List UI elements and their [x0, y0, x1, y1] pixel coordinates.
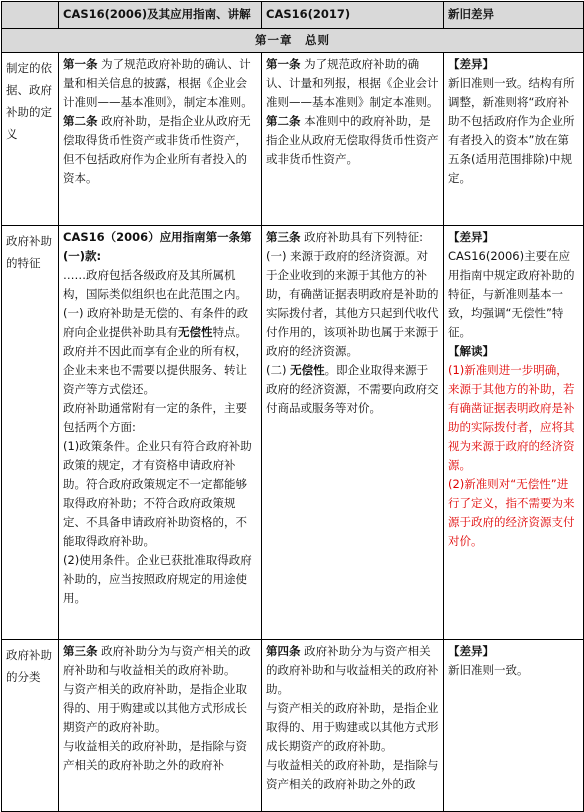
- header-row: [2, 2, 584, 29]
- header-diff: 新旧差异: [444, 2, 584, 29]
- paragraph: [266, 361, 439, 418]
- article-text: 为了规范政府补助的确认、计量和相关信息的披露，根据《企业会计准则——基本准则》，制定本准则。: [63, 57, 253, 109]
- diff-text: 新旧准则一致。: [448, 663, 529, 677]
- article-text: 本准则中的政府补助，是指企业从政府无偿取得货币性资产或非货币性资产。: [266, 114, 439, 166]
- table-row: [2, 226, 584, 640]
- old-standard-cell: [59, 640, 262, 812]
- diff-text: CAS16(2006)主要在应用指南中规定政府补助的特征，与新准则基本一致，均强调“无偿性”特征。: [448, 249, 575, 339]
- article-number: 第二条: [266, 114, 301, 128]
- guide-heading: CAS16（2006）应用指南第一条第(一)款:: [63, 230, 252, 263]
- comparison-table: [1, 1, 584, 812]
- diff-cell: [444, 640, 584, 812]
- chapter-row: [2, 29, 584, 53]
- paragraph: (1)政策条件。企业只有符合政府补助政策的规定，才有资格申请政府补助。符合政府政策规定不一定都能够取得政府补助；不符合政府政策规定、不具备申请政府补助资格的，不能取得政府补助。: [63, 439, 252, 548]
- article-text: 为了规范政府补助的确认、计量和列报，根据《企业会计准则——基本准则》制定本准则。: [266, 57, 439, 109]
- paragraph: ……政府包括各级政府及其所属机构，国际类似组织也在此范围之内。: [63, 268, 247, 301]
- paragraph: [266, 55, 439, 112]
- new-standard-cell: [262, 226, 444, 640]
- paragraph: [63, 642, 257, 680]
- table-row: [2, 640, 584, 812]
- row-label: 制定的依据、政府补助的定义: [2, 53, 59, 226]
- article-number: 第三条: [63, 644, 98, 658]
- paragraph: 与资产相关的政府补助，是指企业取得的、用于购建或以其他方式形成长期资产的政府补助。: [266, 701, 439, 753]
- diff-tag: 【差异】: [448, 57, 494, 71]
- paragraph-text: (一) 政府补助是无偿的、有条件的政府向企业提供补助具有: [63, 306, 249, 339]
- paragraph: 与收益相关的政府补助，是指除与资产相关的政府补助之外的政府补: [63, 739, 247, 772]
- diff-tag: 【差异】: [448, 644, 494, 658]
- article-text: 政府补助分为与资产相关的政府补助和与收益相关的政府补助。: [266, 644, 439, 696]
- row-label: 政府补助的分类: [2, 640, 59, 812]
- header-cell-empty: [2, 2, 59, 29]
- old-standard-cell: [59, 226, 262, 640]
- header-cas2006: CAS16(2006)及其应用指南、讲解: [59, 2, 262, 29]
- article-text: 政府补助，是指企业从政府无偿取得货币性资产或非货币性资产，但不包括政府作为企业所有者投入的资本。: [63, 114, 251, 185]
- paragraph: [63, 112, 257, 188]
- article-text: 政府补助分为与资产相关的政府补助和与收益相关的政府补助。: [63, 644, 251, 677]
- paragraph: 与资产相关的政府补助，是指企业取得的、用于购建或以其他方式形成长期资产的政府补助。: [63, 682, 247, 734]
- diff-tag: 【差异】: [448, 230, 494, 244]
- article-number: 第一条: [63, 57, 98, 71]
- paragraph-text: 特点。政府并不因此而享有企业的所有权，企业未来也不需要以提供服务、转让资产等方式偿还。: [63, 325, 247, 396]
- header-cas2017: CAS16(2017): [262, 2, 444, 29]
- paragraph: [63, 304, 257, 399]
- diff-cell: [444, 226, 584, 640]
- paragraph: [266, 228, 439, 247]
- diff-text: 新旧准则一致。结构有所调整，新准则将“政府补助不包括政府作为企业所有者投入的资本”放在第五条(适用范围排除)中规定。: [448, 76, 575, 185]
- keyword: 无偿性: [290, 363, 325, 377]
- keyword: 无偿性: [178, 325, 213, 339]
- article-number: 第一条: [266, 57, 301, 71]
- paragraph: (一) 来源于政府的经济资源。对于企业收到的来源于其他方的补助，有确凿证据表明政府是补助的实际拨付者，其他方只起到代收代付作用的，该项补助也属于来源于政府的经济资源。: [266, 249, 439, 358]
- paragraph-text: 。即企业取得来源于政府的经济资源，不需要向政府交付商品或服务等对价。: [266, 363, 439, 415]
- interpretation-text: (1)新准则进一步明确，来源于其他方的补助，若有确凿证据表明政府是补助的实际拨付者，应将其视为来源于政府的经济资源。: [448, 363, 575, 472]
- article-text: 政府补助具有下列特征:: [300, 230, 424, 244]
- article-number: 第四条: [266, 644, 301, 658]
- paragraph: [63, 55, 257, 112]
- chapter-title: 第一章 总则: [2, 29, 584, 53]
- interpretation-tag: 【解读】: [448, 344, 494, 358]
- paragraph: 政府补助通常附有一定的条件，主要包括两个方面:: [63, 401, 247, 434]
- new-standard-cell: [262, 640, 444, 812]
- paragraph: 与收益相关的政府补助，是指除与资产相关的政府补助之外的政: [266, 758, 439, 791]
- diff-cell: [444, 53, 584, 226]
- table-row: [2, 53, 584, 226]
- paragraph: [266, 642, 439, 699]
- article-number: 第二条: [63, 114, 98, 128]
- interpretation-text: (2)新准则对“无偿性”进行了定义，指不需要为来源于政府的经济资源支付对价。: [448, 477, 575, 548]
- old-standard-cell: [59, 53, 262, 226]
- paragraph-text: (二): [266, 363, 291, 377]
- paragraph: [266, 112, 439, 169]
- paragraph: (2)使用条件。企业已获批准取得政府补助的，应当按照政府规定的用途使用。: [63, 553, 252, 605]
- new-standard-cell: [262, 53, 444, 226]
- row-label: 政府补助的特征: [2, 226, 59, 640]
- article-number: 第三条: [266, 230, 301, 244]
